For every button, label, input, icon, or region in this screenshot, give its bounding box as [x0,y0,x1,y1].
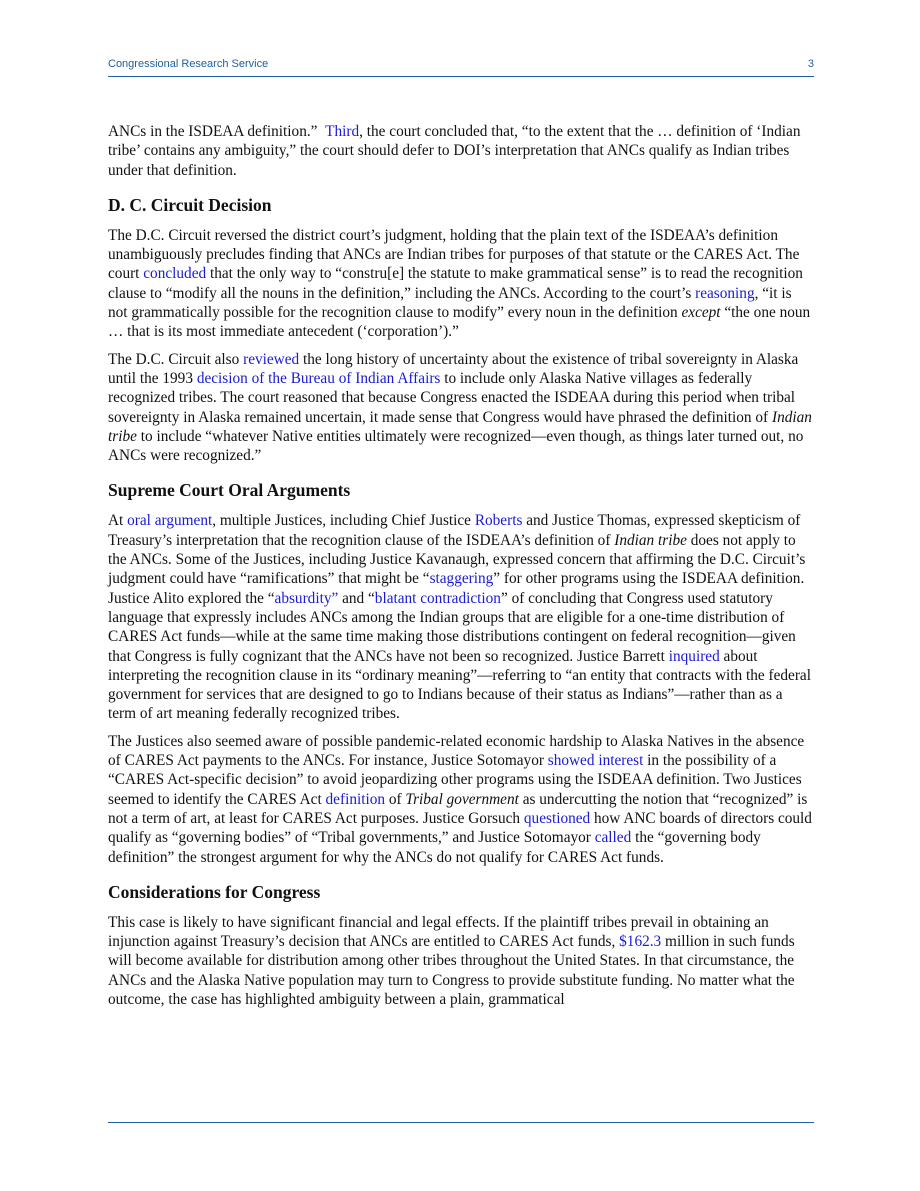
paragraph: The D.C. Circuit reversed the district court’s judgment, holding that the plain text of the ISDEAA’s definition unambiguously precludes finding that ANCs are Indian tribes for purposes of that statute or the CARES Act. The court concluded that the only way to “constru[e] the statute to make grammatical sense” is to read the recognition clause to “modify all the nouns in the definition,” including the ANCs. According to the court’s reasoning, “it is not grammatically possible for the recognition clause to modify” every noun in the definition except “the one noun … that is its most immediate antecedent (‘corporation’).” [108,226,811,341]
paragraph: At oral argument, multiple Justices, including Chief Justice Roberts and Justice Thomas, expressed skepticism of Treasury’s interpretation that the recognition clause of the ISDEAA’s definition of Indian tribe does not apply to the ANCs. Some of the Justices, including Justice Kavanaugh, expressed concern that affirming the D.C. Circuit’s judgment could have “ramifications” that might be “staggering” for other programs using the ISDEAA definition. Justice Alito explored the “absurdity” and “blatant contradiction” of concluding that Congress used statutory language that expressly includes ANCs among the Indian groups that are eligible for a one-time distribution of CARES Act funds—while at the same time making those distributions contingent on federal recognition—given that Congress is fully cognizant that the ANCs have not been so recognized. Justice Barrett inquired about interpreting the recognition clause in its “ordinary meaning”—referring to “an entity that contracts with the federal government for services that are designed to go to Indians because of their status as Indians”—rather than as a term of art meaning federally recognized tribes. [108,512,811,723]
header-org: Congressional Research Service [108,58,269,70]
page-number: 3 [807,58,814,70]
link-concluded[interactable]: concluded [143,265,207,283]
link-showed-interest[interactable]: showed interest [547,752,644,770]
paragraph: ANCs in the ISDEAA definition.” Third, the court concluded that, “to the extent that the … definition of ‘Indian tribe’ contains any ambiguity,” the court should defer to DOI’s interpretation that ANCs qualify as Indian tribes under that definition. [108,123,801,179]
link-reasoning[interactable]: reasoning [695,284,755,302]
link-amount[interactable]: $162.3 [619,933,662,951]
link-reviewed[interactable]: reviewed [243,350,300,368]
document-body [108,122,814,1017]
link-blatant-contradiction[interactable]: blatant contradiction [374,589,501,607]
link-questioned[interactable]: questioned [523,809,591,827]
paragraph: The Justices also seemed aware of possible pandemic-related economic hardship to Alaska Natives in the absence of CARES Act payments to the ANCs. For instance, Justice Sotomayor showed interest in the possibility of a “CARES Act-specific decision” to avoid jeopardizing other programs using the ISDEAA definition. Two Justices seemed to identify the CARES Act definition of Tribal government as undercutting the notion that “recognized” is not a term of art, at least for CARES Act purposes. Justice Gorsuch questioned how ANC boards of directors could qualify as “governing bodies” of “Tribal governments,” and Justice Sotomayor called the “governing body definition” the strongest argument for why the ANCs do not qualify for CARES Act funds. [108,732,812,866]
link-roberts[interactable]: Roberts [474,512,523,530]
link-third[interactable]: Third [325,123,360,140]
link-called[interactable]: called [594,829,632,847]
section-heading-oral-arguments: Supreme Court Oral Arguments [108,480,351,501]
link-staggering[interactable]: staggering [429,570,494,588]
link-definition[interactable]: definition [325,790,386,808]
section-heading-dc-circuit: D. C. Circuit Decision [108,194,272,215]
paragraph: The D.C. Circuit also reviewed the long history of uncertainty about the existence of tribal sovereignty in Alaska until the 1993 decision of the Bureau of Indian Affairs to include only Alaska Native villages as federally recognized tribes. The court reasoned that because Congress enacted the ISDEAA during this period when tribal sovereignty in Alaska remained uncertain, it made sense that Congress would have phrased the definition of Indian tribe to include “whatever Native entities ultimately were recognized—even though, as things later turned out, no ANCs were recognized.” [108,350,812,465]
link-oral-argument[interactable]: oral argument [127,512,213,530]
footer-divider [108,1122,814,1123]
link-absurdity[interactable]: absurdity” [274,589,339,607]
link-bia-decision[interactable]: decision of the Bureau of Indian Affairs [196,369,441,387]
page-header [108,56,814,77]
paragraph: This case is likely to have significant financial and legal effects. If the plaintiff tribes prevail in obtaining an injunction against Treasury’s decision that ANCs are entitled to CARES Act funds, $162.3 million in such funds will become available for distribution among other tribes throughout the United States. In that circumstance, the ANCs and the Alaska Native population may turn to Congress to provide substitute funding. No matter what the outcome, the case has highlighted ambiguity between a plain, grammatical [108,913,795,1008]
section-heading-considerations: Considerations for Congress [108,881,321,902]
link-inquired[interactable]: inquired [668,647,720,665]
